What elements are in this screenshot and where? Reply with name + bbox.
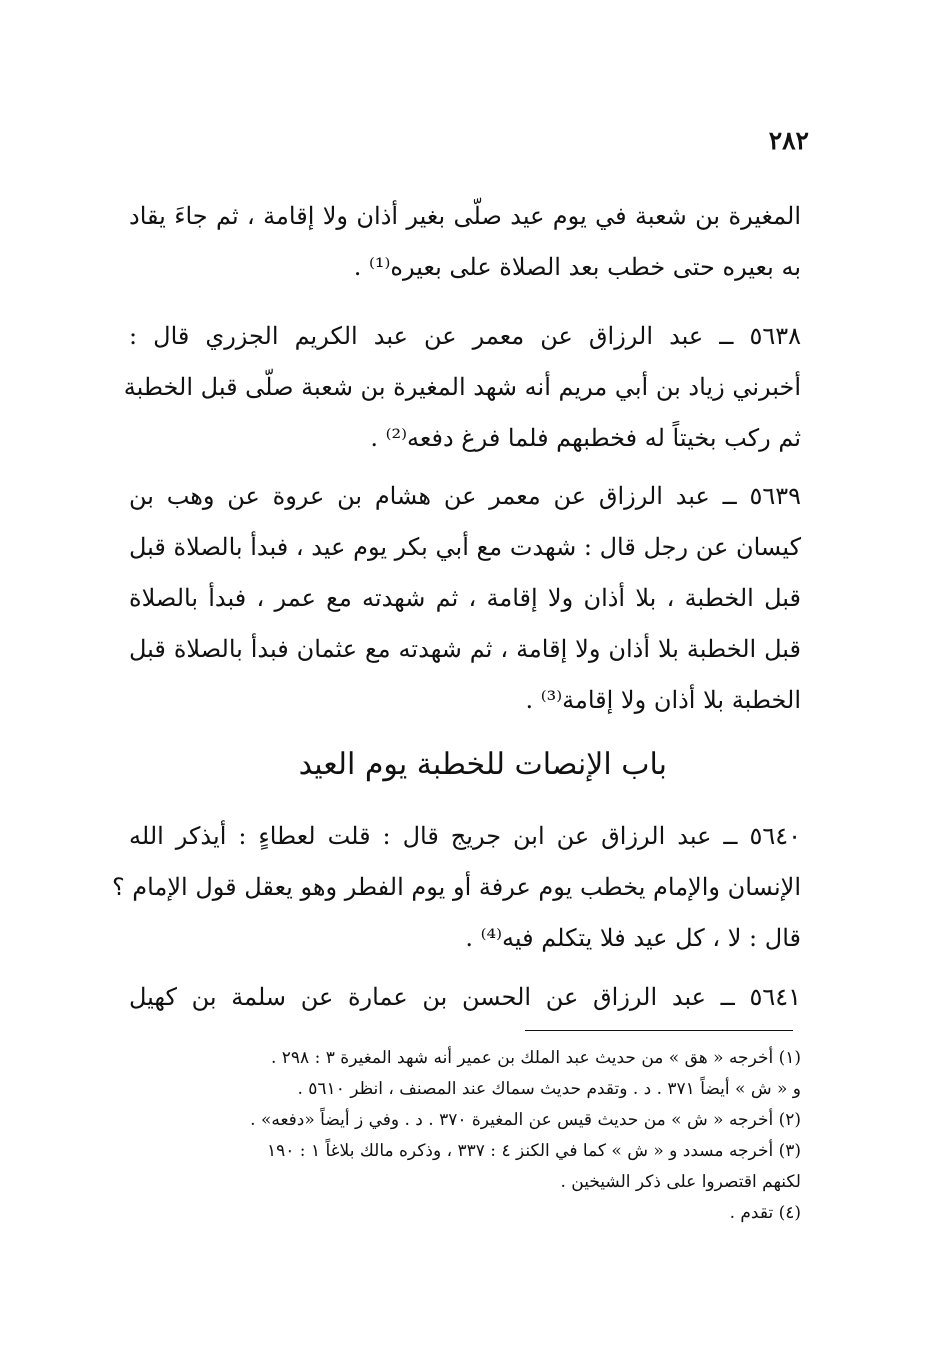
text-line: قال : لا ، كل عيد فلا يتكلم فيه⁽⁴⁾ . bbox=[465, 924, 801, 952]
text-line: ثم ركب بخيتاً له فخطبهم فلما فرغ دفعه⁽²⁾ . bbox=[370, 424, 801, 452]
footnote-line: (١) أخرجه « هق » من حديث عبد الملك بن عمير أنه شهد المغيرة ٣ : ٢٩٨ . bbox=[270, 1048, 801, 1068]
footnote-line: (٤) تقدم . bbox=[729, 1203, 801, 1223]
text-line: ٥٦٣٨ ــ عبد الرزاق عن معمر عن عبد الكريم الجزري قال : bbox=[129, 322, 801, 350]
text-line: ٥٦٤٠ ــ عبد الرزاق عن ابن جريج قال : قلت لعطاءٍ : أيذكر الله bbox=[129, 822, 801, 850]
text-line: قبل الخطبة ، بلا أذان ولا إقامة ، ثم شهدته مع عمر ، فبدأ بالصلاة bbox=[129, 584, 801, 612]
text-line: كيسان عن رجل قال : شهدت مع أبي بكر يوم عيد ، فبدأ بالصلاة قبل bbox=[129, 533, 801, 561]
footnote-line: و « ش » أيضاً ٣٧١ . د . وتقدم حديث سماك عند المصنف ، انظر ٥٦١٠ . bbox=[297, 1079, 801, 1099]
text-line: ٥٦٤١ ــ عبد الرزاق عن الحسن بن عمارة عن سلمة بن كهيل bbox=[129, 983, 801, 1011]
text-line: قبل الخطبة بلا أذان ولا إقامة ، ثم شهدته مع عثمان فبدأ بالصلاة قبل bbox=[129, 635, 801, 663]
page-number: ٢٨٢ bbox=[768, 126, 809, 155]
text-line: ٥٦٣٩ ــ عبد الرزاق عن معمر عن هشام بن عروة عن وهب بن bbox=[129, 482, 801, 510]
paragraph-continuation bbox=[129, 191, 801, 293]
text-line: الخطبة بلا أذان ولا إقامة⁽³⁾ . bbox=[525, 686, 801, 714]
hadith-5638 bbox=[123, 311, 801, 464]
text-line: المغيرة بن شعبة في يوم عيد صلّى بغير أذان ولا إقامة ، ثم جاءَ يقاد bbox=[129, 202, 801, 230]
footnote-line: لكنهم اقتصروا على ذكر الشيخين . bbox=[560, 1172, 801, 1192]
hadith-5640 bbox=[111, 811, 801, 964]
text-line: أخبرني زياد بن أبي مريم أنه شهد المغيرة بن شعبة صلّى قبل الخطبة bbox=[123, 373, 801, 401]
text-line: الإنسان والإمام يخطب يوم عرفة أو يوم الفطر وهو يعقل قول الإمام ؟ bbox=[111, 873, 801, 901]
footnote-divider bbox=[525, 1030, 793, 1031]
footnote-line: (٣) أخرجه مسدد و « ش » كما في الكنز ٤ : ٣٣٧ ، وذكره مالك بلاغاً ١ : ١٩٠ bbox=[266, 1141, 801, 1161]
footnote-line: (٢) أخرجه « ش » من حديث قيس عن المغيرة ٣٧٠ . د . وفي ز أيضاً «دفعه» . bbox=[250, 1110, 801, 1130]
chapter-heading: باب الإنصات للخطبة يوم العيد bbox=[298, 747, 667, 782]
footnotes bbox=[129, 1043, 801, 1229]
text-line: به بعيره حتى خطب بعد الصلاة على بعيره⁽¹⁾ . bbox=[353, 253, 801, 281]
hadith-5641 bbox=[129, 972, 801, 1023]
hadith-5639 bbox=[129, 471, 801, 726]
